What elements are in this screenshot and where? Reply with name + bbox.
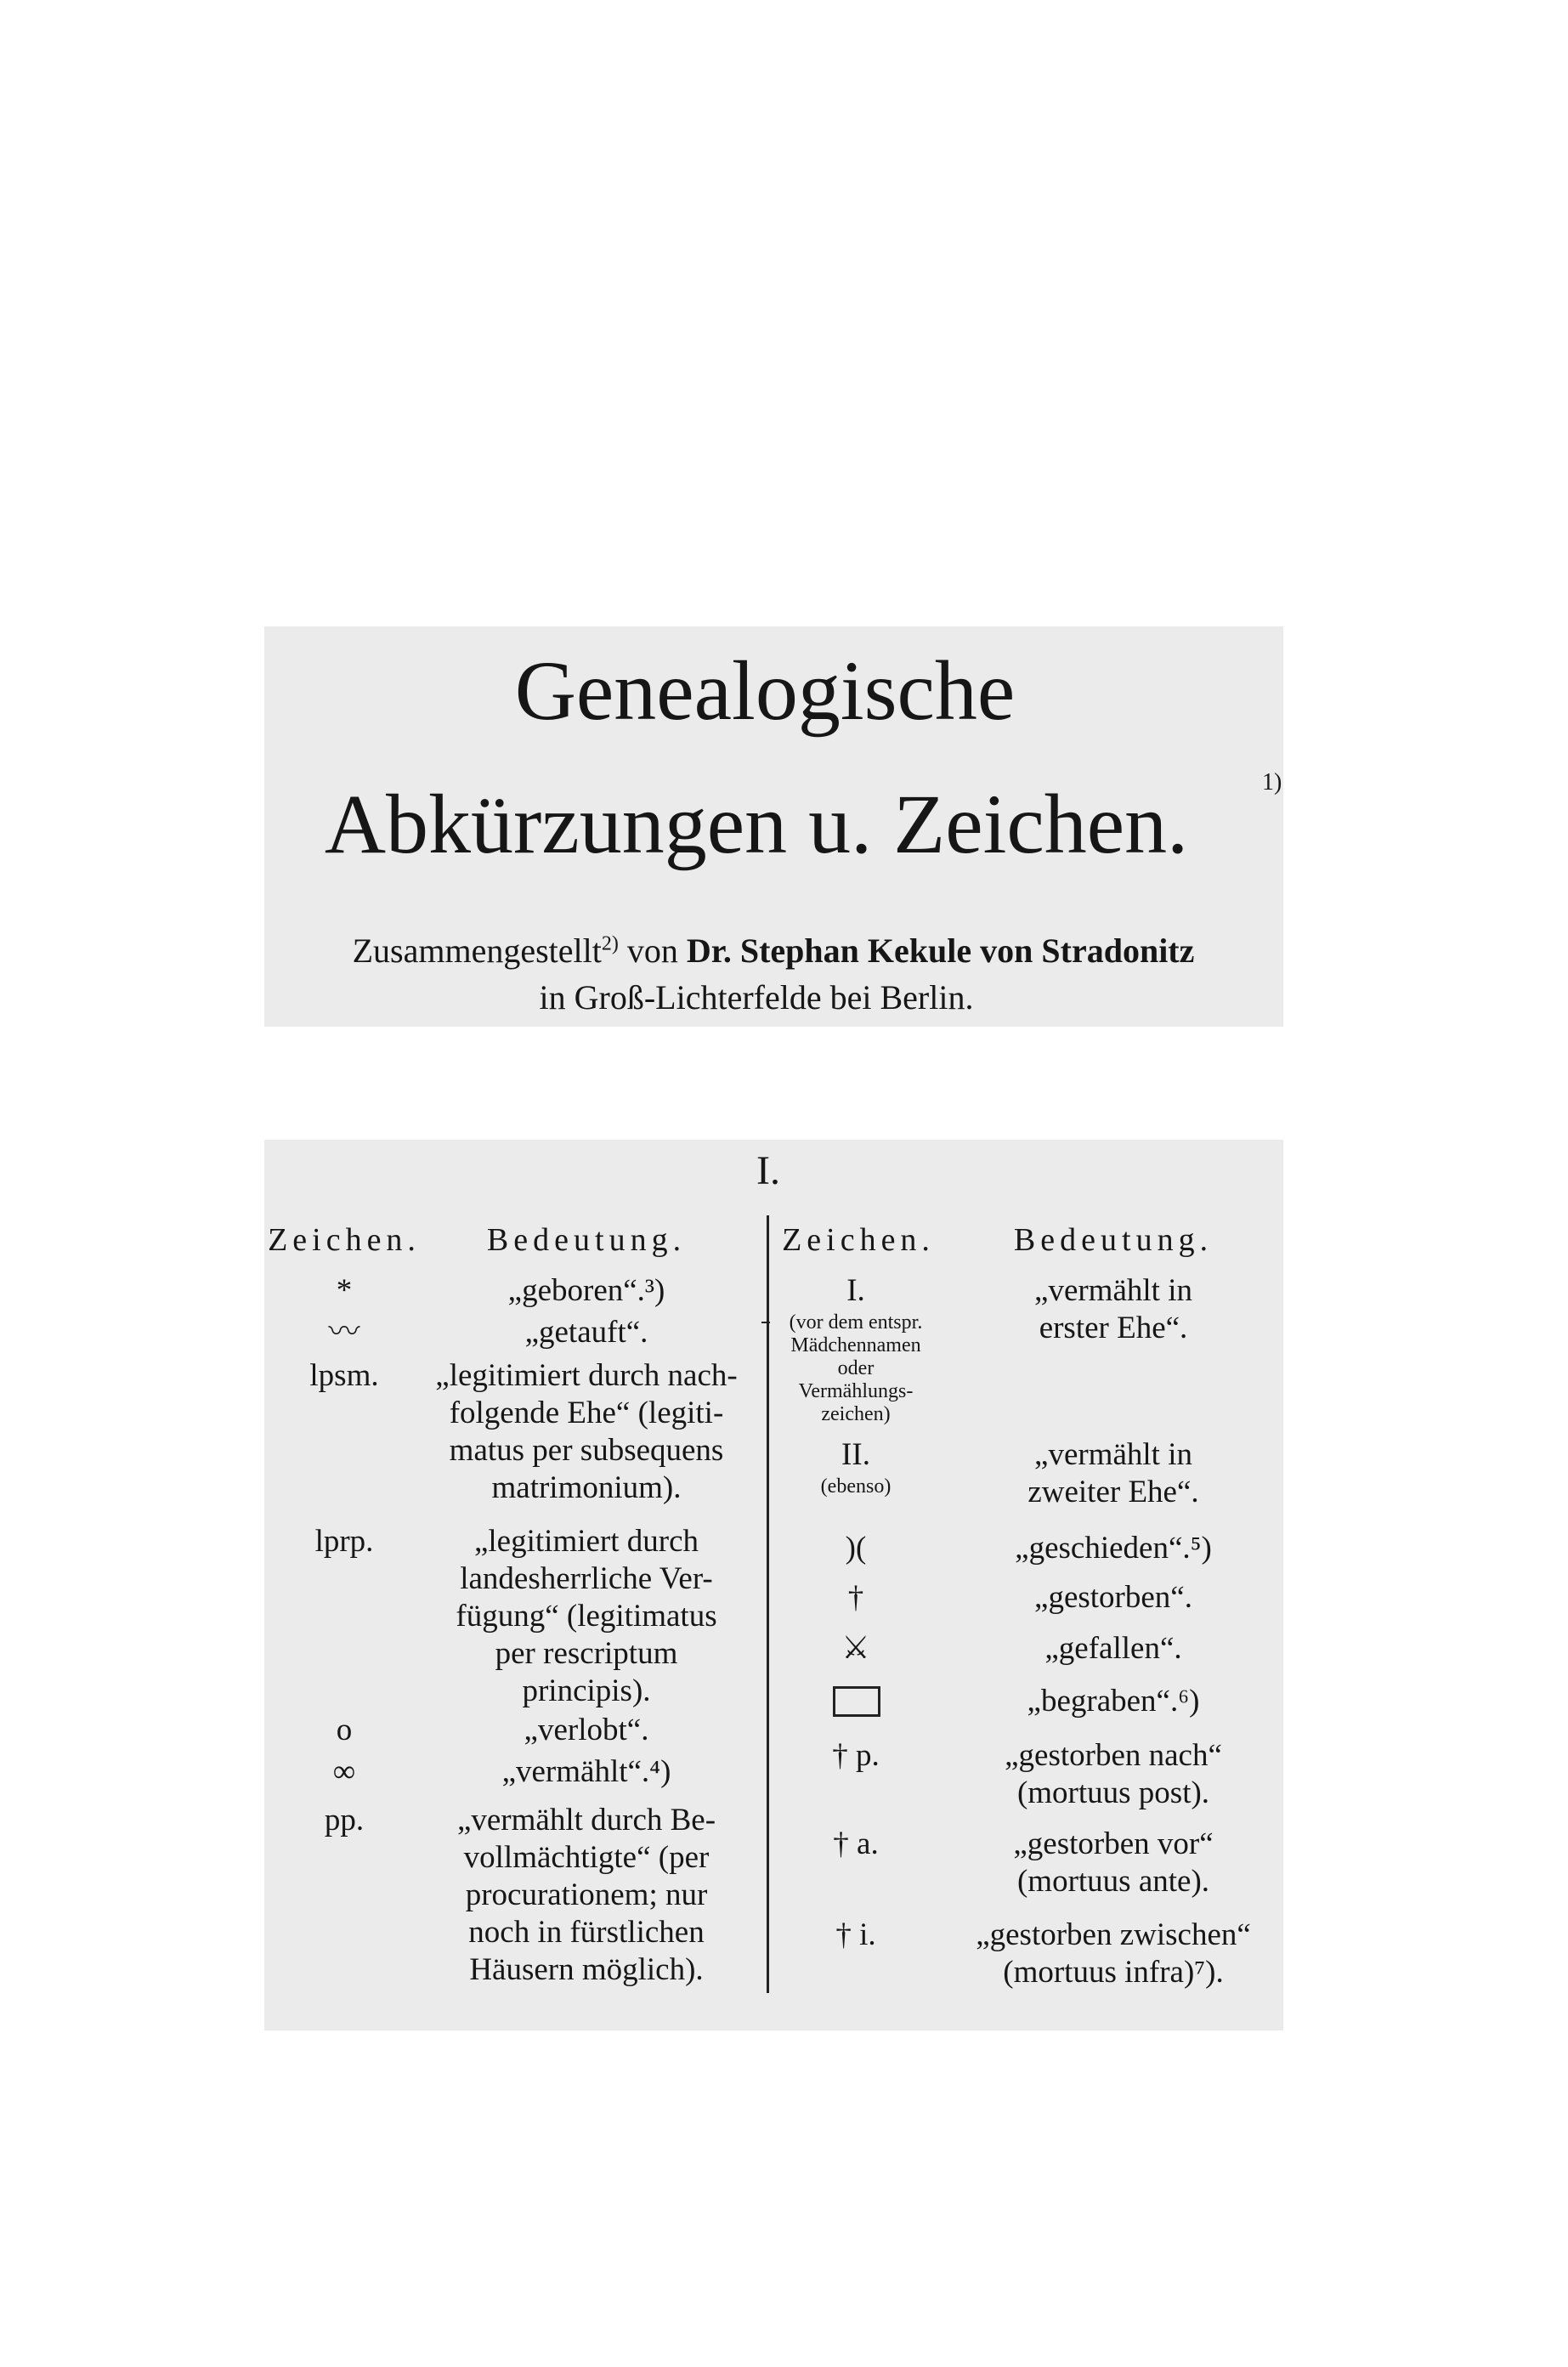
- left-meaning-line: matrimonium).: [491, 1470, 682, 1505]
- left-meaning-line: „legitimiert durch nach-: [435, 1358, 738, 1393]
- right-meaning-line: „gestorben“.: [1034, 1580, 1192, 1615]
- header-sign-left: Zeichen.: [268, 1222, 421, 1258]
- left-meaning-line: fügung“ (legitimatus: [456, 1599, 717, 1634]
- right-meaning-line: (mortuus post).: [1016, 1775, 1210, 1810]
- divider-mark: [761, 1322, 770, 1323]
- left-meaning-line: noch in fürstlichen: [468, 1915, 705, 1950]
- right-meaning-line: zweiter Ehe“.: [1027, 1475, 1199, 1509]
- title-line-1: Genealogische: [514, 643, 1016, 738]
- right-meaning-line: „gestorben vor“: [1013, 1826, 1214, 1861]
- left-meaning-line: per rescriptum: [495, 1636, 678, 1671]
- right-sign: I.: [846, 1273, 865, 1308]
- right-meaning-line: erster Ehe“.: [1039, 1311, 1188, 1345]
- right-meaning-line: „vermählt in: [1034, 1273, 1192, 1308]
- right-sign: †: [847, 1580, 864, 1615]
- left-sign: lprp.: [314, 1524, 374, 1559]
- left-meaning-line: principis).: [522, 1673, 651, 1708]
- right-sign-note: Mädchennamen: [790, 1334, 921, 1356]
- left-meaning-line: matus per subsequens: [449, 1433, 724, 1468]
- left-meaning-line: folgende Ehe“ (legiti-: [449, 1396, 724, 1430]
- right-meaning-line: (mortuus infra)⁷).: [1003, 1955, 1224, 1990]
- left-meaning-line: „vermählt“.⁴): [501, 1754, 671, 1789]
- right-sign: )(: [845, 1531, 867, 1566]
- left-sign: 〰: [328, 1315, 360, 1350]
- left-sign: o: [336, 1713, 353, 1747]
- right-sign-note: zeichen): [821, 1403, 891, 1425]
- right-sign: † i.: [835, 1917, 876, 1952]
- section-number: I.: [756, 1148, 780, 1193]
- left-sign: pp.: [324, 1803, 365, 1838]
- byline: [353, 931, 1195, 971]
- title-footnote: 1): [1262, 769, 1282, 796]
- author: Dr. Stephan Kekule von Stradonitz: [686, 932, 1195, 970]
- burial-rectangle-icon: [833, 1686, 880, 1717]
- right-sign: † a.: [833, 1826, 879, 1861]
- right-sign-note: (ebenso): [820, 1475, 892, 1498]
- right-meaning-line: „gefallen“.: [1044, 1631, 1182, 1666]
- left-meaning-line: vollmächtigte“ (per: [463, 1840, 710, 1875]
- column-divider: [767, 1215, 769, 1993]
- right-sign: II.: [841, 1437, 870, 1472]
- right-meaning-line: „gestorben nach“: [1005, 1738, 1222, 1773]
- right-sign: † p.: [832, 1738, 880, 1773]
- compiled-label: Zusammengestellt: [352, 932, 602, 970]
- left-meaning-line: „geboren“.³): [507, 1273, 665, 1308]
- compiled-footnote: 2): [601, 932, 619, 955]
- header-meaning-right: Bedeutung.: [1013, 1222, 1214, 1258]
- right-meaning-line: (mortuus ante).: [1016, 1864, 1210, 1899]
- right-meaning-line: „geschieden“.⁵): [1015, 1531, 1212, 1566]
- title-line-2: Abkürzungen u. Zeichen.: [324, 777, 1189, 871]
- left-meaning-line: „verlobt“.: [524, 1713, 649, 1747]
- right-sign-note: oder: [837, 1357, 875, 1379]
- right-meaning-line: „begraben“.⁶): [1027, 1684, 1200, 1719]
- left-meaning-line: „legitimiert durch: [473, 1524, 699, 1559]
- by-word: von: [626, 932, 678, 970]
- right-meaning-line: „gestorben zwischen“: [976, 1917, 1251, 1952]
- left-meaning-line: „vermählt durch Be-: [456, 1803, 716, 1838]
- left-sign: ∞: [332, 1754, 356, 1789]
- left-meaning-line: procurationem; nur: [465, 1877, 708, 1912]
- left-meaning-line: landesherrliche Ver-: [460, 1561, 713, 1596]
- place: in Groß-Lichterfelde bei Berlin.: [539, 978, 974, 1016]
- right-sign-note: Vermählungs-: [798, 1380, 914, 1402]
- right-sign: ⚔: [841, 1631, 870, 1666]
- header-meaning-left: Bedeutung.: [486, 1222, 687, 1258]
- left-meaning-line: Häusern möglich).: [469, 1952, 704, 1987]
- right-sign-note: (vor dem entspr.: [789, 1311, 923, 1334]
- left-sign: *: [336, 1273, 353, 1308]
- left-sign: lpsm.: [309, 1358, 379, 1393]
- header-sign-right: Zeichen.: [782, 1222, 935, 1258]
- right-meaning-line: „vermählt in: [1034, 1437, 1192, 1472]
- left-meaning-line: „getauft“.: [524, 1315, 648, 1350]
